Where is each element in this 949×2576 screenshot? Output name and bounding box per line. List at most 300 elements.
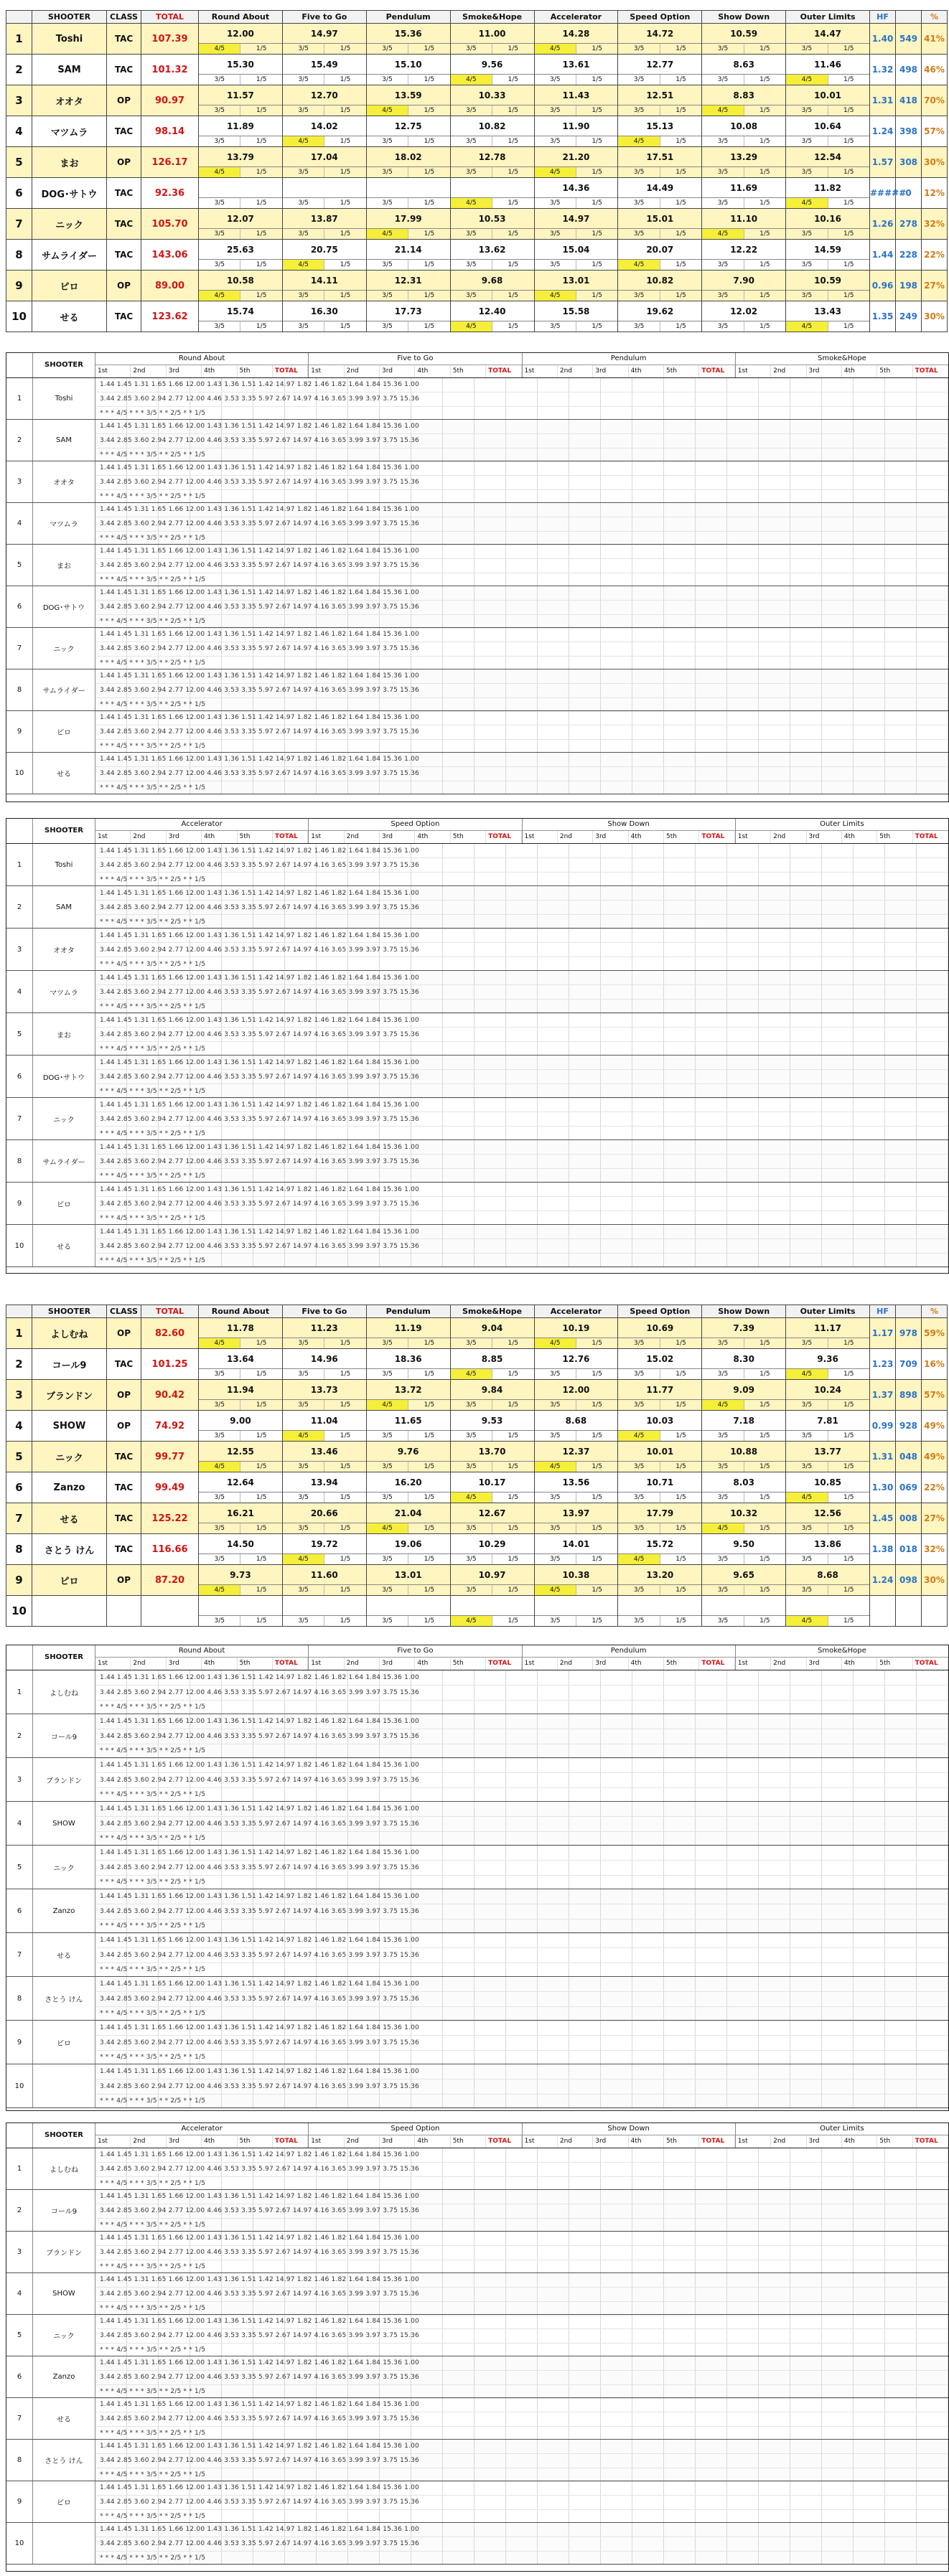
group-show-down — [523, 2123, 736, 2148]
stage-sub — [451, 1431, 534, 1441]
row-number: 6 — [6, 178, 32, 209]
stage-time: 7.90 — [702, 271, 785, 291]
hits: 3/5 — [367, 1369, 408, 1379]
total-time: 87.20 — [141, 1565, 199, 1596]
reloads: 1/5 — [843, 199, 854, 207]
reloads: 1/5 — [675, 230, 686, 238]
hits: 3/5 — [199, 1554, 240, 1564]
stage-sub — [535, 167, 618, 177]
stage-sub — [451, 105, 534, 116]
detail-row-number: 10 — [6, 1225, 33, 1266]
detail-row-number: 10 — [6, 753, 33, 794]
hits: 3/5 — [367, 167, 408, 177]
detail-line-2: 3.44 2.85 3.60 2.94 2.77 12.00 4.46 3.53 3.35 5.97 2.67 14.97 4.16 3.65 3.99 3.97 3.75 15.36 — [95, 901, 948, 915]
percent: 22% — [922, 1472, 948, 1503]
col-stage-3: Pendulum — [366, 1305, 450, 1318]
points: 008 — [896, 1503, 922, 1534]
s1: 1st — [95, 365, 131, 377]
row-number: 8 — [6, 1534, 32, 1565]
stage-sub — [702, 260, 785, 270]
row-number: 10 — [6, 301, 32, 332]
detail-row — [6, 929, 948, 971]
points: 0 — [896, 178, 922, 209]
stage-time: 11.04 — [283, 1411, 366, 1431]
detail-line-1: 1.44 1.45 1.31 1.65 1.66 12.00 1.43 1.36 1.51 1.42 14.97 1.82 1.46 1.82 1.64 1.84 15.36 1.00 — [95, 1977, 948, 1992]
stage-time: 15.02 — [618, 1350, 701, 1369]
reloads: 1/5 — [256, 75, 267, 83]
detail-header — [6, 2123, 948, 2148]
stage-time: 13.70 — [451, 1442, 534, 1462]
group-title: Show Down — [523, 2123, 735, 2135]
stage-time: 14.01 — [535, 1535, 618, 1554]
reloads: 1/5 — [759, 1339, 770, 1347]
stage-cell — [618, 1318, 702, 1349]
reloads: 1/5 — [759, 1524, 770, 1532]
stage-cell — [282, 1565, 366, 1596]
percent: 22% — [922, 240, 948, 271]
stage-cell — [618, 1349, 702, 1380]
hits: 3/5 — [702, 260, 744, 270]
percent: 27% — [922, 1503, 948, 1534]
col-stage-1: Round About — [199, 11, 283, 24]
detail-line-2: 3.44 2.85 3.60 2.94 2.77 12.00 4.46 3.53 3.35 5.97 2.67 14.97 4.16 3.65 3.99 3.97 3.75 15.36 — [95, 2246, 948, 2260]
reloads: 1/5 — [256, 322, 267, 330]
detail-shooter-name: SHOW — [33, 2273, 95, 2314]
group-title: Smoke&Hope — [736, 353, 948, 365]
stage-cell — [702, 1442, 786, 1472]
stage-time: 13.62 — [451, 240, 534, 260]
percent: 41% — [922, 24, 948, 55]
stage-cell — [366, 1565, 450, 1596]
detail-row — [6, 1056, 948, 1098]
hits: 3/5 — [786, 1523, 828, 1533]
stage-time: 8.68 — [535, 1411, 618, 1431]
shooter-class: TAC — [107, 55, 141, 85]
reloads: 1/5 — [508, 75, 519, 83]
stage-time: 8.83 — [702, 86, 785, 105]
stage-cell — [282, 147, 366, 178]
percent: 32% — [922, 209, 948, 240]
stage-cell — [786, 1442, 870, 1472]
stotal: TOTAL — [913, 365, 948, 377]
s3: 3rd — [807, 831, 842, 843]
col-stage-5: Accelerator — [534, 11, 618, 24]
stage-time: 13.79 — [199, 148, 282, 167]
s3: 3rd — [380, 1658, 415, 1670]
s4: 4th — [202, 1658, 237, 1670]
hits: 3/5 — [618, 291, 660, 301]
stage-cell — [199, 1596, 283, 1627]
s3: 3rd — [380, 831, 415, 843]
stage-sub — [367, 1369, 450, 1379]
hits: 3/5 — [367, 198, 408, 208]
stage-sub — [702, 1462, 785, 1472]
summary-row — [6, 240, 948, 271]
stage-time — [367, 1597, 450, 1616]
detail-line-3: * * * 4/5 * * * 3/5 * * 2/5 * * 1/5 — [95, 407, 948, 421]
stage-time: 9.00 — [199, 1411, 282, 1431]
hit-factor: 1.57 — [870, 147, 896, 178]
reloads: 1/5 — [508, 1524, 519, 1532]
stage-sub — [618, 167, 701, 177]
s3: 3rd — [593, 365, 628, 377]
percent: 30% — [922, 301, 948, 332]
reloads: 1/5 — [424, 1401, 435, 1409]
hits: 3/5 — [451, 1431, 492, 1441]
reloads: 1/5 — [508, 137, 519, 145]
reloads: 1/5 — [340, 1370, 351, 1378]
detail-shooter-name: コール9 — [33, 2190, 95, 2231]
reloads: 1/5 — [759, 1432, 770, 1439]
detail-string-times — [95, 1140, 948, 1182]
reloads: 1/5 — [592, 106, 602, 114]
detail-string-times — [95, 929, 948, 970]
stage-cell — [366, 301, 450, 332]
points: 308 — [896, 147, 922, 178]
stage-cell — [199, 1565, 283, 1596]
stage-sub — [535, 1585, 618, 1595]
summary-row — [6, 1380, 948, 1411]
stage-sub — [283, 260, 366, 270]
stage-cell — [618, 1503, 702, 1534]
hits: 3/5 — [283, 167, 324, 177]
reloads: 1/5 — [424, 1586, 435, 1594]
reloads: 1/5 — [675, 1586, 686, 1594]
hit-factor: 1.26 — [870, 209, 896, 240]
hits: 3/5 — [283, 1493, 324, 1503]
stage-sub — [535, 75, 618, 85]
stage-cell — [450, 240, 534, 271]
stage-time: 10.08 — [702, 117, 785, 136]
percent: 27% — [922, 271, 948, 301]
row-number: 5 — [6, 1442, 32, 1472]
summary-row — [6, 24, 948, 55]
detail-row — [6, 1802, 948, 1846]
reloads: 1/5 — [340, 1339, 351, 1347]
stotal: TOTAL — [913, 831, 948, 843]
hits: 3/5 — [283, 1616, 324, 1626]
detail-table-2a — [6, 1645, 949, 2111]
stage-time: 13.59 — [367, 86, 450, 105]
detail-row — [6, 1758, 948, 1802]
reloads: 1/5 — [508, 199, 519, 207]
row-number: 5 — [6, 147, 32, 178]
reloads: 1/5 — [508, 230, 519, 238]
hits: 3/5 — [199, 229, 240, 239]
hits: 3/5 — [702, 1585, 744, 1595]
col-stage-4: Smoke&Hope — [450, 1305, 534, 1318]
detail-row-number: 6 — [6, 2356, 33, 2397]
detail-string-times — [95, 2523, 948, 2564]
reloads: 1/5 — [843, 1555, 854, 1563]
detail-string-times — [95, 844, 948, 885]
reloads: 1/5 — [592, 168, 602, 176]
stage-sub — [702, 198, 785, 208]
stage-sub — [702, 1585, 785, 1595]
detail-string-times — [95, 1183, 948, 1224]
col-total: TOTAL — [141, 1305, 199, 1318]
reloads: 1/5 — [508, 1462, 519, 1470]
group-title: Pendulum — [523, 1645, 735, 1658]
detail-line-3: * * * 4/5 * * * 3/5 * * 2/5 * * 1/5 — [95, 2051, 948, 2066]
summary-row — [6, 1472, 948, 1503]
col-hf: HF — [870, 11, 896, 24]
detail-string-times — [95, 669, 948, 710]
stage-sub — [451, 1585, 534, 1595]
group-speed-option — [309, 2123, 522, 2148]
hits: 4/5 — [367, 105, 408, 116]
col-pct: % — [922, 1305, 948, 1318]
stage-sub — [702, 291, 785, 301]
s3: 3rd — [380, 2135, 415, 2148]
stage-time: 10.58 — [199, 271, 282, 291]
stage-time: 12.56 — [786, 1504, 869, 1523]
stage-sub — [535, 1338, 618, 1348]
stage-cell — [534, 1349, 618, 1380]
detail-string-times — [95, 1977, 948, 2020]
detail-row-number: 9 — [6, 711, 33, 752]
stage-cell — [366, 271, 450, 301]
detail-line-3: * * * 4/5 * * * 3/5 * * 2/5 * * 1/5 — [95, 2385, 948, 2399]
stage-cell — [786, 1503, 870, 1534]
stage-cell — [618, 1565, 702, 1596]
reloads: 1/5 — [340, 106, 351, 114]
col-stage-8: Outer Limits — [786, 1305, 870, 1318]
stage-time — [618, 1597, 701, 1616]
stage-cell — [450, 116, 534, 147]
reloads: 1/5 — [592, 75, 602, 83]
hits: 3/5 — [535, 1616, 576, 1626]
s2: 2nd — [345, 831, 380, 843]
hits: 4/5 — [199, 167, 240, 177]
hits: 3/5 — [367, 44, 408, 54]
reloads: 1/5 — [256, 1370, 267, 1378]
reloads: 1/5 — [759, 1493, 770, 1501]
total-time: 89.00 — [141, 271, 199, 301]
stage-time: 8.68 — [786, 1566, 869, 1585]
string-cols — [309, 365, 521, 377]
stotal: TOTAL — [273, 2135, 308, 2148]
detail-line-1: 1.44 1.45 1.31 1.65 1.66 12.00 1.43 1.36 1.51 1.42 14.97 1.82 1.46 1.82 1.64 1.84 15.36 1.00 — [95, 669, 948, 684]
row-number: 7 — [6, 209, 32, 240]
group-outer-limits — [736, 819, 948, 843]
s2: 2nd — [558, 365, 593, 377]
reloads: 1/5 — [592, 1555, 602, 1563]
stage-cell — [450, 1503, 534, 1534]
detail-row — [6, 1933, 948, 1977]
stage-time: 10.85 — [786, 1473, 869, 1493]
stage-sub — [199, 291, 282, 301]
stage-sub — [535, 44, 618, 54]
stage-cell — [618, 116, 702, 147]
hits: 3/5 — [367, 321, 408, 332]
stage-sub — [367, 44, 450, 54]
stage-cell — [702, 1380, 786, 1411]
stage-time: 8.85 — [451, 1350, 534, 1369]
stage-sub — [618, 291, 701, 301]
hits: 3/5 — [283, 75, 324, 85]
detail-line-1: 1.44 1.45 1.31 1.65 1.66 12.00 1.43 1.36 1.51 1.42 14.97 1.82 1.46 1.82 1.64 1.84 15.36 1.00 — [95, 2481, 948, 2496]
detail-line-3: * * * 4/5 * * * 3/5 * * 2/5 * * 1/5 — [95, 1919, 948, 1935]
stotal: TOTAL — [273, 831, 308, 843]
stage-cell — [618, 55, 702, 85]
stage-sub — [451, 44, 534, 54]
detail-row-number: 1 — [6, 378, 33, 419]
group-round-about — [95, 1645, 309, 1670]
stage-time — [283, 179, 366, 198]
detail-line-1: 1.44 1.45 1.31 1.65 1.66 12.00 1.43 1.36 1.51 1.42 14.97 1.82 1.46 1.82 1.64 1.84 15.36 1.00 — [95, 2523, 948, 2537]
hits: 4/5 — [618, 1431, 660, 1441]
stage-sub — [367, 1493, 450, 1503]
stage-sub — [702, 75, 785, 85]
reloads: 1/5 — [340, 1432, 351, 1439]
stage-sub — [367, 75, 450, 85]
stage-sub — [199, 1585, 282, 1595]
detail-row-number: 8 — [6, 1977, 33, 2020]
detail-line-3: * * * 4/5 * * * 3/5 * * 2/5 * * 1/5 — [95, 2302, 948, 2316]
stage-time: 12.07 — [199, 210, 282, 229]
hits: 4/5 — [199, 291, 240, 301]
reloads: 1/5 — [592, 1339, 602, 1347]
stage-sub — [283, 321, 366, 332]
stage-sub — [618, 136, 701, 146]
row-number: 8 — [6, 240, 32, 271]
stage-cell — [702, 1318, 786, 1349]
detail-string-times — [95, 1714, 948, 1757]
detail-line-2: 3.44 2.85 3.60 2.94 2.77 12.00 4.46 3.53 3.35 5.97 2.67 14.97 4.16 3.65 3.99 3.97 3.75 15.36 — [95, 684, 948, 698]
reloads: 1/5 — [675, 1524, 686, 1532]
detail-row — [6, 2440, 948, 2481]
hits: 3/5 — [367, 1585, 408, 1595]
stage-cell — [282, 1318, 366, 1349]
summary-row — [6, 1565, 948, 1596]
hits: 4/5 — [786, 1616, 828, 1626]
reloads: 1/5 — [424, 1617, 435, 1625]
stage-time: 12.54 — [786, 148, 869, 167]
s5: 5th — [664, 365, 699, 377]
stage-cell — [450, 1442, 534, 1472]
s2: 2nd — [345, 2135, 380, 2148]
stage-time: 13.43 — [786, 302, 869, 321]
stage-time: 11.77 — [618, 1381, 701, 1400]
s2: 2nd — [558, 1658, 593, 1670]
s3: 3rd — [593, 2135, 628, 2148]
summary-row — [6, 1442, 948, 1472]
hits: 3/5 — [367, 1493, 408, 1503]
detail-line-1: 1.44 1.45 1.31 1.65 1.66 12.00 1.43 1.36 1.51 1.42 14.97 1.82 1.46 1.82 1.64 1.84 15.36 1.00 — [95, 461, 948, 476]
stage-time: 7.18 — [702, 1411, 785, 1431]
stage-cell — [282, 1472, 366, 1503]
stage-time: 9.09 — [702, 1381, 785, 1400]
stage-sub — [199, 136, 282, 146]
detail-string-times — [95, 971, 948, 1012]
hits: 3/5 — [618, 1585, 660, 1595]
s1: 1st — [95, 1658, 131, 1670]
stage-sub — [199, 167, 282, 177]
stotal: TOTAL — [486, 2135, 521, 2148]
detail-shooter-name: DOG･サトウ — [33, 586, 95, 627]
s2: 2nd — [345, 365, 380, 377]
group-title: Speed Option — [309, 2123, 521, 2135]
stage-sub — [367, 229, 450, 239]
stage-time — [199, 1597, 282, 1616]
stage-time — [283, 1597, 366, 1616]
stage-time: 12.75 — [367, 117, 450, 136]
reloads: 1/5 — [592, 1401, 602, 1409]
stage-sub — [535, 1431, 618, 1441]
stage-time — [451, 179, 534, 198]
stage-time: 17.79 — [618, 1504, 701, 1523]
hits: 3/5 — [199, 1616, 240, 1626]
reloads: 1/5 — [508, 1339, 519, 1347]
stage-time: 12.40 — [451, 302, 534, 321]
stage-sub — [451, 75, 534, 85]
detail-shooter-name: さとう けん — [33, 2440, 95, 2481]
reloads: 1/5 — [256, 1586, 267, 1594]
s5: 5th — [664, 831, 699, 843]
stage-cell — [618, 240, 702, 271]
row-number: 9 — [6, 271, 32, 301]
reloads: 1/5 — [843, 1432, 854, 1439]
detail-shooter-name: サムライダー — [33, 669, 95, 710]
hits: 3/5 — [283, 1369, 324, 1379]
reloads: 1/5 — [424, 1555, 435, 1563]
detail-string-times — [95, 1889, 948, 1932]
stage-sub — [535, 1616, 618, 1626]
col-stage-1: Round About — [199, 1305, 283, 1318]
summary-row — [6, 209, 948, 240]
group-title: Five to Go — [309, 1645, 521, 1658]
s2: 2nd — [771, 365, 806, 377]
stage-sub — [535, 136, 618, 146]
stage-sub — [618, 1431, 701, 1441]
stage-cell — [366, 1596, 450, 1627]
shooter-name: SHOW — [32, 1411, 107, 1442]
stage-cell — [702, 1472, 786, 1503]
shooter-name: SAM — [32, 55, 107, 85]
detail-line-1: 1.44 1.45 1.31 1.65 1.66 12.00 1.43 1.36 1.51 1.42 14.97 1.82 1.46 1.82 1.64 1.84 15.36 1.00 — [95, 2398, 948, 2412]
stage-sub — [786, 1554, 869, 1564]
hits: 3/5 — [786, 1400, 828, 1410]
detail-row-number: 4 — [6, 1802, 33, 1845]
hits: 4/5 — [451, 198, 492, 208]
hits: 3/5 — [702, 1431, 744, 1441]
hits: 3/5 — [451, 260, 492, 270]
stage-time: 14.97 — [283, 24, 366, 44]
reloads: 1/5 — [424, 44, 435, 52]
stotal: TOTAL — [699, 831, 734, 843]
percent: 32% — [922, 1534, 948, 1565]
hits: 4/5 — [451, 1616, 492, 1626]
summary-row — [6, 1503, 948, 1534]
s5: 5th — [451, 831, 486, 843]
s1: 1st — [309, 1658, 344, 1670]
stage-cell — [450, 1380, 534, 1411]
col-no — [6, 1305, 32, 1318]
reloads: 1/5 — [508, 1401, 519, 1409]
stage-sub — [283, 1431, 366, 1441]
detail-row — [6, 971, 948, 1013]
detail-shooter-name: ピロ — [33, 2481, 95, 2522]
detail-line-2: 3.44 2.85 3.60 2.94 2.77 12.00 4.46 3.53 3.35 5.97 2.67 14.97 4.16 3.65 3.99 3.97 3.75 15.36 — [95, 2329, 948, 2344]
reloads: 1/5 — [675, 44, 686, 52]
hits: 4/5 — [618, 260, 660, 270]
detail-string-times — [95, 503, 948, 544]
hits: 4/5 — [786, 75, 828, 85]
hits: 4/5 — [702, 1523, 744, 1533]
s4: 4th — [842, 831, 877, 843]
reloads: 1/5 — [843, 1617, 854, 1625]
